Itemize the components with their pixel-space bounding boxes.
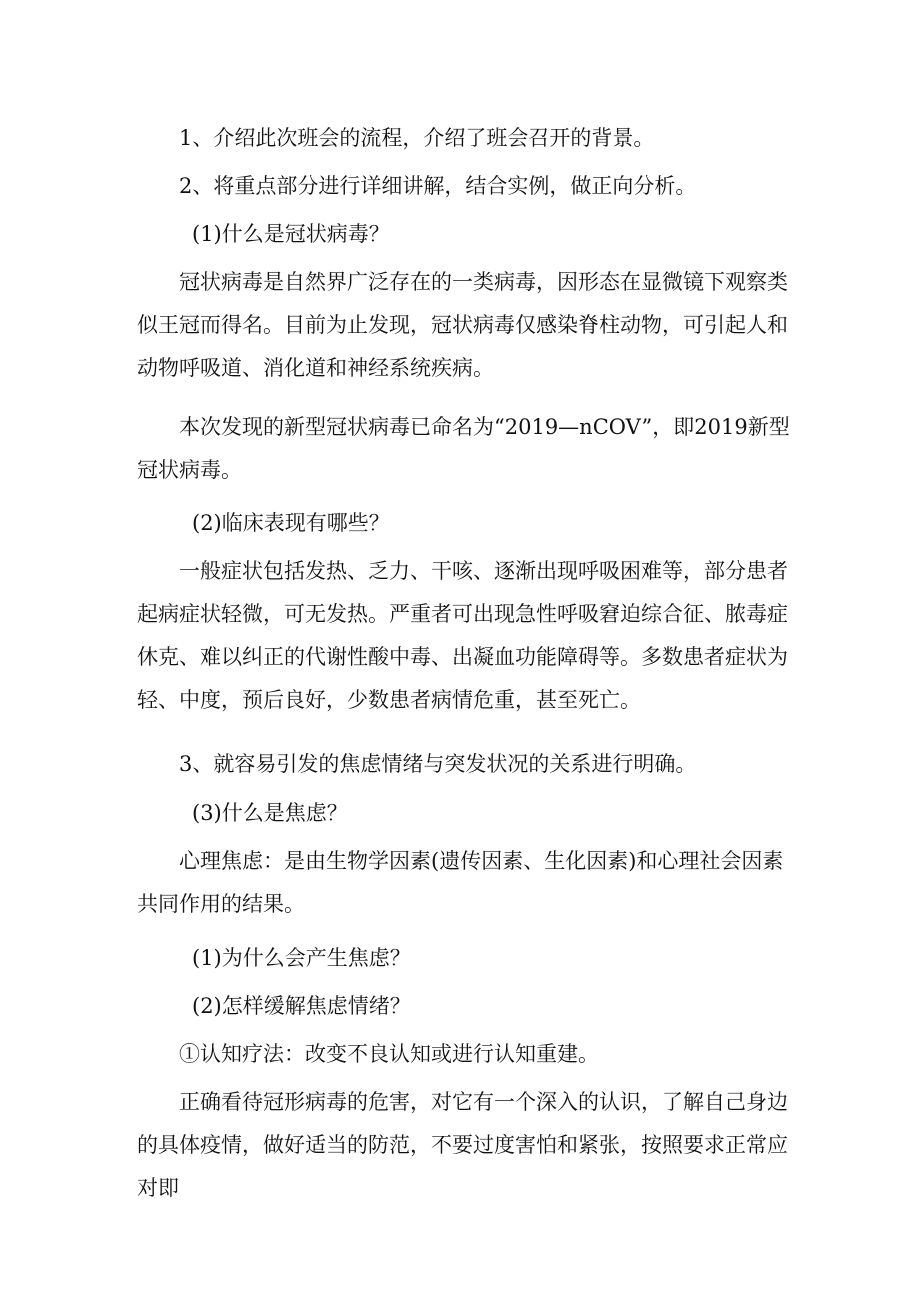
paragraph-anxiety-definition: 心理焦虑：是由生物学因素(遗传因素、生化因素)和心理社会因素共同作用的结果。 bbox=[137, 849, 784, 916]
heading-relieve-anxiety: (2)怎样缓解焦虑情绪？ bbox=[192, 994, 411, 1018]
paragraph-intro-process: 1、介绍此次班会的流程，介绍了班会召开的背景。 bbox=[179, 126, 655, 150]
heading-what-is-anxiety: (3)什么是焦虑？ bbox=[192, 801, 348, 825]
paragraph-symptoms-detail: 一般症状包括发热、乏力、干咳、逐渐出现呼吸困难等，部分患者起病症状轻微，可无发热。严重者可出现急性呼吸窘迫综合征、脓毒症休克、难以纠正的代谢性酸中毒、出凝血功能障碍等。多数患者症状为轻、中度，预后良好，少数患者病情危重，甚至死亡。 bbox=[137, 559, 788, 712]
heading-clinical-symptoms: (2)临床表现有哪些？ bbox=[192, 511, 390, 535]
paragraph-anxiety-relation: 3、就容易引发的焦虑情绪与突发状况的关系进行明确。 bbox=[179, 752, 697, 776]
paragraph-cognitive-therapy: ①认知疗法：改变不良认知或进行认知重建。 bbox=[179, 1042, 599, 1066]
heading-why-anxiety: (1)为什么会产生焦虑？ bbox=[192, 946, 411, 970]
heading-what-is-coronavirus: (1)什么是冠状病毒？ bbox=[192, 222, 390, 246]
paragraph-correct-view: 正确看待冠形病毒的危害，对它有一个深入的认识，了解自己身边的具体疫情，做好适当的防范，不要过度害怕和紧张，按照要求正常应对即 bbox=[137, 1090, 788, 1200]
paragraph-ncov-naming: 本次发现的新型冠状病毒已命名为“2019—nCOV”，即2019新型冠状病毒。 bbox=[137, 415, 790, 482]
paragraph-detailed-explanation: 2、将重点部分进行详细讲解，结合实例，做正向分析。 bbox=[179, 174, 697, 198]
paragraph-coronavirus-definition: 冠状病毒是自然界广泛存在的一类病毒，因形态在显微镜下观察类似王冠而得名。目前为止发现，冠状病毒仅感染脊柱动物，可引起人和动物呼吸道、消化道和神经系统疾病。 bbox=[137, 270, 788, 380]
